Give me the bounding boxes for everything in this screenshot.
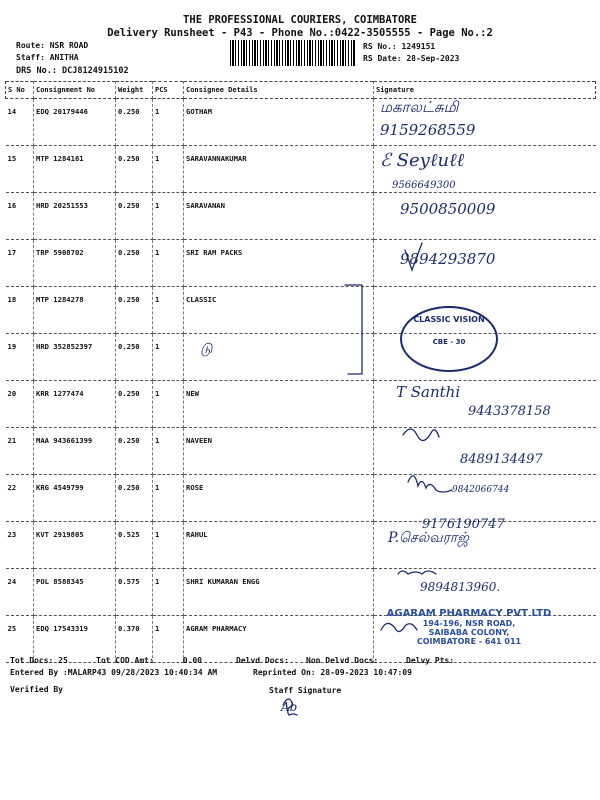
signature-r22-mark	[408, 476, 452, 492]
row-pcs: 1	[153, 522, 184, 569]
staff-signature-label: Staff Signature	[269, 686, 342, 695]
signature-r20-name: T Santhi	[396, 383, 461, 401]
row-consignment-no: KVT 2919805	[34, 522, 116, 569]
row-sno: 19	[6, 334, 34, 381]
row-pcs: 1	[153, 616, 184, 663]
row-pcs: 1	[153, 287, 184, 334]
row-weight: 0.250	[116, 475, 153, 522]
row-weight: 0.525	[116, 522, 153, 569]
row-consignee: NAVEEN	[184, 428, 374, 475]
row-consignment-no: EDQ 17543319	[34, 616, 116, 663]
row-sno: 22	[6, 475, 34, 522]
row-consignee: CLASSIC	[184, 287, 374, 334]
bracket-mark	[345, 285, 362, 374]
agaram-name: AGARAM PHARMACY PVT LTD	[386, 608, 552, 619]
row-consignee: RAHUL	[184, 522, 374, 569]
signature-r19-mark: டு	[200, 341, 213, 357]
row-consignment-no: KRG 4549799	[34, 475, 116, 522]
row-sno: 20	[6, 381, 34, 428]
row-pcs: 1	[153, 193, 184, 240]
row-consignment-no: MTP 1284278	[34, 287, 116, 334]
col-signature: Signature	[374, 82, 596, 99]
row-consignee: SARAVANNAKUMAR	[184, 146, 374, 193]
row-sno: 14	[6, 99, 34, 146]
row-consignment-no: HRD 352852397	[34, 334, 116, 381]
tot-docs: Tot Docs: 25	[10, 656, 68, 665]
rs-date: RS Date: 28-Sep-2023	[363, 54, 460, 63]
row-consignee: SRI RAM PACKS	[184, 240, 374, 287]
signature-r17-mark	[405, 243, 422, 270]
delvd-docs: Delvd Docs:	[236, 656, 289, 665]
company-title: THE PROFESSIONAL COURIERS, COIMBATORE	[183, 14, 417, 26]
row-weight: 0.575	[116, 569, 153, 616]
col-consignee: Consignee Details	[184, 82, 374, 99]
signature-r23-name: P.செல்வராஜ்	[388, 530, 469, 546]
row-weight: 0.250	[116, 193, 153, 240]
row-pcs: 1	[153, 334, 184, 381]
signature-r14-name: மகாலட்சுமி	[380, 98, 459, 116]
row-consignment-no: MAA 943661399	[34, 428, 116, 475]
row-sno: 25	[6, 616, 34, 663]
col-sno: S No	[6, 82, 34, 99]
row-sno: 24	[6, 569, 34, 616]
row-weight: 0.250	[116, 240, 153, 287]
non-delvd-docs: Non Delvd Docs:	[306, 656, 379, 665]
signature-r21-mark	[403, 429, 439, 441]
route-label: Route: NSR ROAD	[16, 41, 89, 50]
row-pcs: 1	[153, 381, 184, 428]
agaram-addr3: COIMBATORE - 641 011	[416, 637, 522, 646]
row-pcs: 1	[153, 146, 184, 193]
signature-r23-phone: 9176190747	[422, 517, 505, 532]
col-weight: Weight	[116, 82, 153, 99]
row-sno: 18	[6, 287, 34, 334]
signature-r24-phone: 9894813960.	[420, 580, 501, 594]
reprinted-on: Reprinted On: 28-09-2023 10:47:09	[253, 668, 412, 677]
signature-r20-phone: 9443378158	[468, 404, 551, 419]
row-consignee: NEW	[184, 381, 374, 428]
rs-number: RS No.: 1249151	[363, 42, 436, 51]
staff-label: Staff: ANITHA	[16, 53, 79, 62]
row-sno: 16	[6, 193, 34, 240]
signature-r16-phone-b: 9500850009	[400, 200, 496, 218]
row-pcs: 1	[153, 240, 184, 287]
col-consignment: Consignment No	[34, 82, 116, 99]
row-pcs: 1	[153, 99, 184, 146]
agaram-pharmacy-stamp	[374, 608, 564, 646]
row-weight: 0.250	[116, 334, 153, 381]
delvy-pts: Delvy Pts:	[406, 656, 455, 665]
row-sno: 23	[6, 522, 34, 569]
agaram-addr2: SAIBABA COLONY,	[428, 628, 510, 637]
drs-number: DRS No.: DCJ8124915102	[16, 66, 129, 76]
signature-r16-phone-a: 9566649300	[392, 180, 456, 191]
row-weight: 0.250	[116, 428, 153, 475]
row-weight: 0.250	[116, 146, 153, 193]
row-consignment-no: TRP 5908702	[34, 240, 116, 287]
row-consignee: AGRAM PHARMACY	[184, 616, 374, 663]
col-pcs: PCS	[153, 82, 184, 99]
row-sno: 21	[6, 428, 34, 475]
row-consignment-no: MTP 1284161	[34, 146, 116, 193]
classic-vision-stamp	[400, 306, 498, 372]
row-weight: 0.370	[116, 616, 153, 663]
runsheet-subtitle: Delivery Runsheet - P43 - Phone No.:0422-3505555 - Page No.:2	[107, 27, 493, 39]
signature-r24-mark	[398, 571, 436, 574]
row-pcs: 1	[153, 475, 184, 522]
row-consignee: SARAVANAN	[184, 193, 374, 240]
entered-by: Entered By :MALARP43 09/28/2023 10:40:34 AM	[10, 668, 218, 677]
signature-r22-phone: 9842066744	[452, 485, 510, 495]
row-consignee: SHRI KUMARAN ENGG	[184, 569, 374, 616]
staff-signature-initials: Ab	[281, 700, 298, 714]
row-consignment-no: HRD 20251553	[34, 193, 116, 240]
stamp-classic-bottom: CBE - 30	[432, 338, 466, 346]
row-consignee: GOTHAM	[184, 99, 374, 146]
verified-by: Verified By	[10, 685, 63, 694]
row-weight: 0.250	[116, 381, 153, 428]
signature-r15: ℰ Ѕеуℓиℓℓ	[380, 150, 465, 171]
row-consignment-no: KRR 1277474	[34, 381, 116, 428]
signature-r17-phone: 9894293870	[400, 250, 496, 268]
row-consignment-no: POL 8588345	[34, 569, 116, 616]
row-pcs: 1	[153, 569, 184, 616]
signature-r21-phone: 8489134497	[460, 452, 543, 467]
agaram-addr1: 194-196, NSR ROAD,	[422, 619, 516, 628]
row-consignment-no: EDQ 20179446	[34, 99, 116, 146]
stamp-classic-top: CLASSIC VISION	[413, 315, 485, 324]
row-weight: 0.250	[116, 287, 153, 334]
row-weight: 0.250	[116, 99, 153, 146]
row-consignee: ROSE	[184, 475, 374, 522]
signature-r14-phone: 9159268559	[380, 121, 476, 139]
row-sno: 15	[6, 146, 34, 193]
row-sno: 17	[6, 240, 34, 287]
row-pcs: 1	[153, 428, 184, 475]
tot-cod: Tot COD Amt: 0.00	[96, 656, 202, 665]
